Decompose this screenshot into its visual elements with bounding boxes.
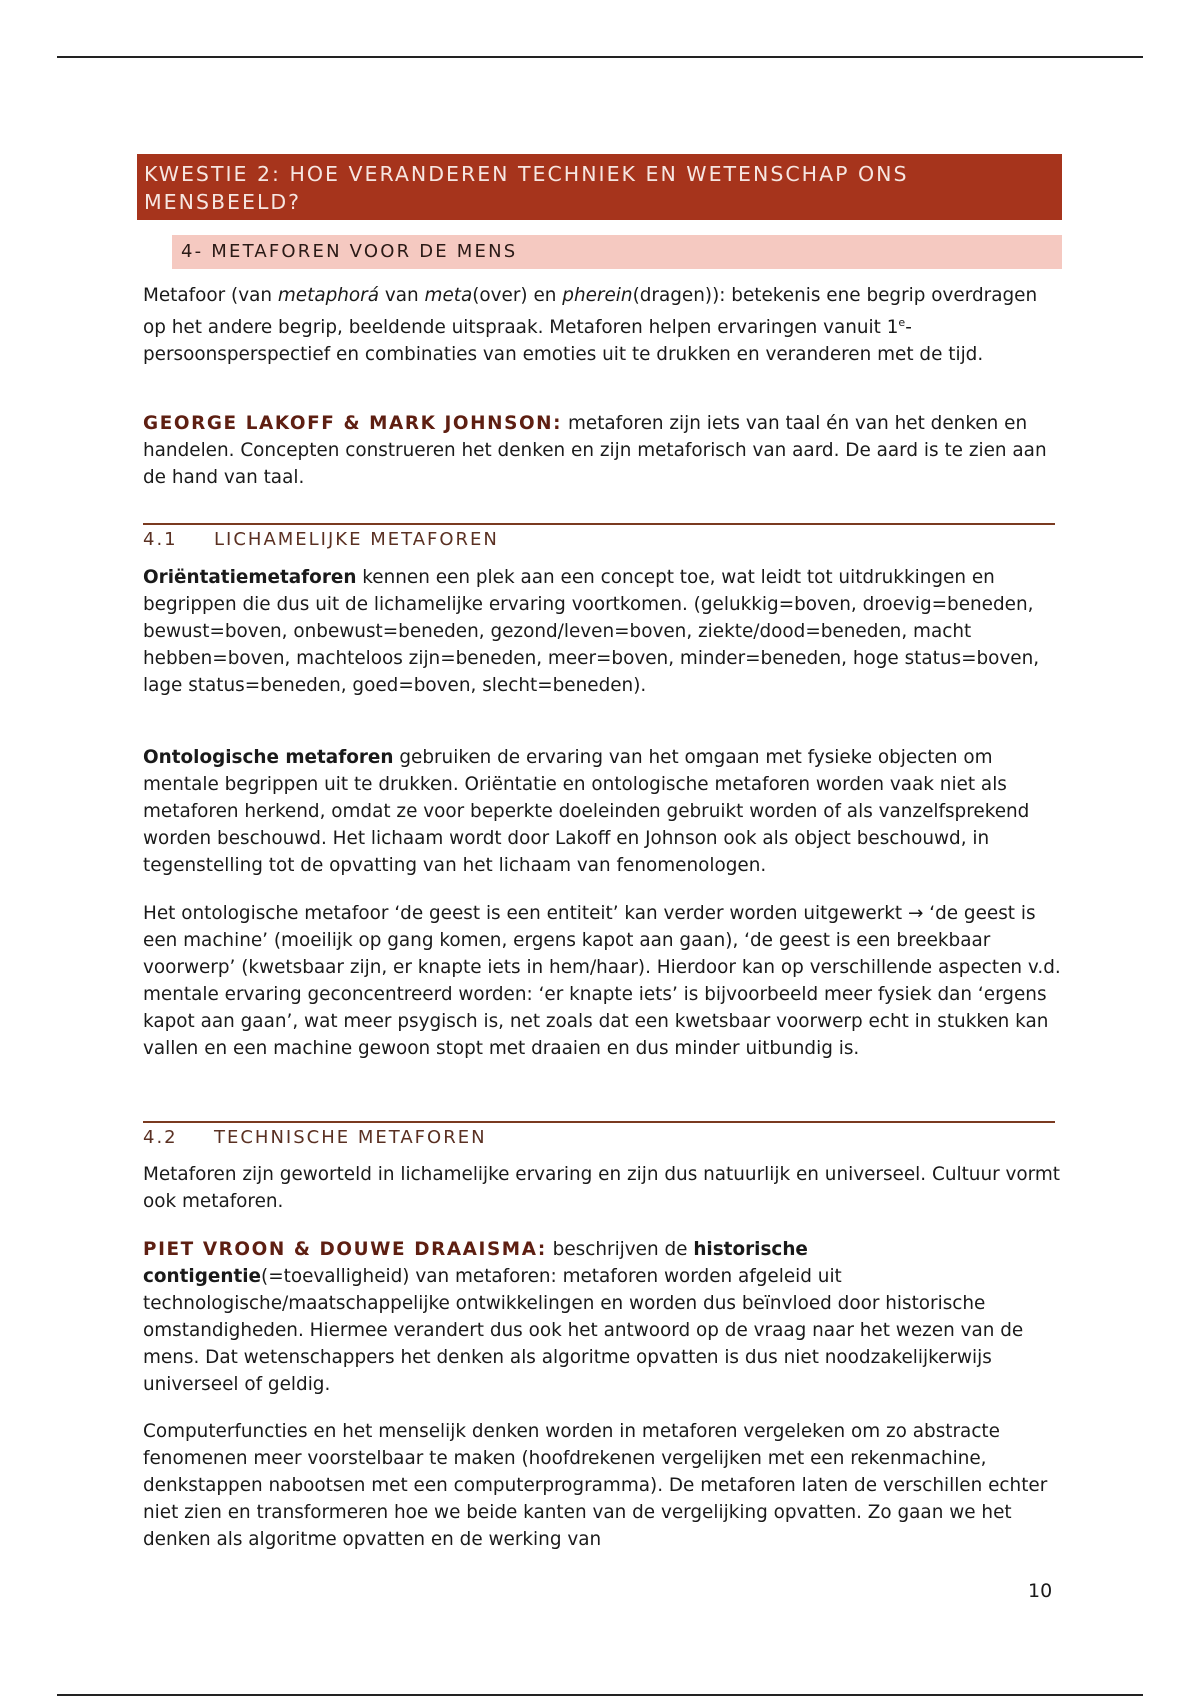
intro-paragraph: Metafoor (van metaphorá van meta(over) en pherein(dragen)): betekenis ene begrip overdragen op het andere begrip, beeldende uitspraak. Metaforen helpen ervaringen vanuit 1e-persoonsperspectief en combinaties van emoties uit te drukken en veranderen met de tijd.: [143, 285, 1038, 366]
technical-intro-paragraph: Metaforen zijn geworteld in lichamelijke ervaring en zijn dus natuurlijk en universeel. Cultuur vormt ook metaforen.: [143, 1164, 1061, 1212]
lakoff-paragraph: GEORGE LAKOFF & MARK JOHNSON: metaforen zijn iets van taal én van het denken en handelen. Concepten construeren het denken en zijn metaforisch van aard. De aard is te zien aan de hand van taal.: [143, 413, 1047, 488]
chapter-title: KWESTIE 2: HOE VERANDEREN TECHNIEK EN WETENSCHAP ONS MENSBEELD?: [137, 154, 1062, 220]
author-lakoff-johnson: GEORGE LAKOFF & MARK JOHNSON:: [143, 413, 563, 434]
ontological-metaphors-paragraph: Ontologische metaforen gebruiken de ervaring van het omgaan met fysieke objecten om mentale begrippen uit te drukken. Oriëntatie en ontologische metaforen worden vaak niet als metaforen herkend, omdat ze voor beperkte doeleinden gebruikt worden of als vanzelfsprekend worden beschouwd. Het lichaam wordt door Lakoff en Johnson ook als object beschouwd, in tegenstelling tot de opvatting van het lichaam van fenomenologen.: [143, 747, 1030, 876]
section-title: 4- METAFOREN VOOR DE MENS: [172, 235, 1062, 269]
author-vroon-draaisma: PIET VROON & DOUWE DRAAISMA:: [143, 1239, 547, 1260]
header-rule: [57, 56, 1143, 58]
subsection-heading-4-1: 4.1 LICHAMELIJKE METAFOREN: [143, 523, 1055, 550]
orientation-metaphors-paragraph: Oriëntatiemetaforen kennen een plek aan een concept toe, wat leidt tot uitdrukkingen en begrippen die dus uit de lichamelijke ervaring voortkomen. (gelukkig=boven, droevig=beneden, bewust=boven, onbewust=beneden, gezond/leven=boven, ziekte/dood=beneden, macht hebben=boven, machteloos zijn=beneden, meer=boven, minder=beneden, hoge status=boven, lage status=beneden, goed=boven, slecht=beneden).: [143, 567, 1040, 696]
vroon-paragraph: PIET VROON & DOUWE DRAAISMA: beschrijven de historische contigentie(=toevalligheid) van metaforen: metaforen worden afgeleid uit technologische/maatschappelijke ontwikkelingen en worden dus beïnvloed door historische omstandigheden. Hiermee verandert dus ook het antwoord op de vraag naar het wezen van de mens. Dat wetenschappers het denken als algoritme opvatten is dus niet noodzakelijkerwijs universeel of geldig.: [143, 1239, 1024, 1395]
footer-rule: [57, 1694, 1143, 1696]
page-number: 10: [1028, 1580, 1053, 1602]
subsection-heading-4-2: 4.2 TECHNISCHE METAFOREN: [143, 1121, 1055, 1148]
computer-paragraph: Computerfuncties en het menselijk denken worden in metaforen vergeleken om zo abstracte fenomenen meer voorstelbaar te maken (hoofdrekenen vergelijken met een rekenmachine, denkstappen nabootsen met een computerprogramma). De metaforen laten de verschillen echter niet zien en transformeren hoe we beide kanten van de vergelijking opvatten. Zo gaan we het denken als algoritme opvatten en de werking van: [143, 1421, 1048, 1550]
geest-paragraph: Het ontologische metafoor ‘de geest is een entiteit’ kan verder worden uitgewerkt → ‘de geest is een machine’ (moeilijk op gang komen, ergens kapot aan gaan), ‘de geest is een breekbaar voorwerp’ (kwetsbaar zijn, er knapte iets in hem/haar). Hierdoor kan op verschillende aspecten v.d. mentale ervaring geconcentreerd worden: ‘er knapte iets’ is bijvoorbeeld meer fysiek dan ‘ergens kapot aan gaan’, wat meer psygisch is, net zoals dat een kwetsbaar voorwerp echt in stukken kan vallen en een machine gewoon stopt met draaien en dus minder uitbundig is.: [143, 903, 1061, 1059]
